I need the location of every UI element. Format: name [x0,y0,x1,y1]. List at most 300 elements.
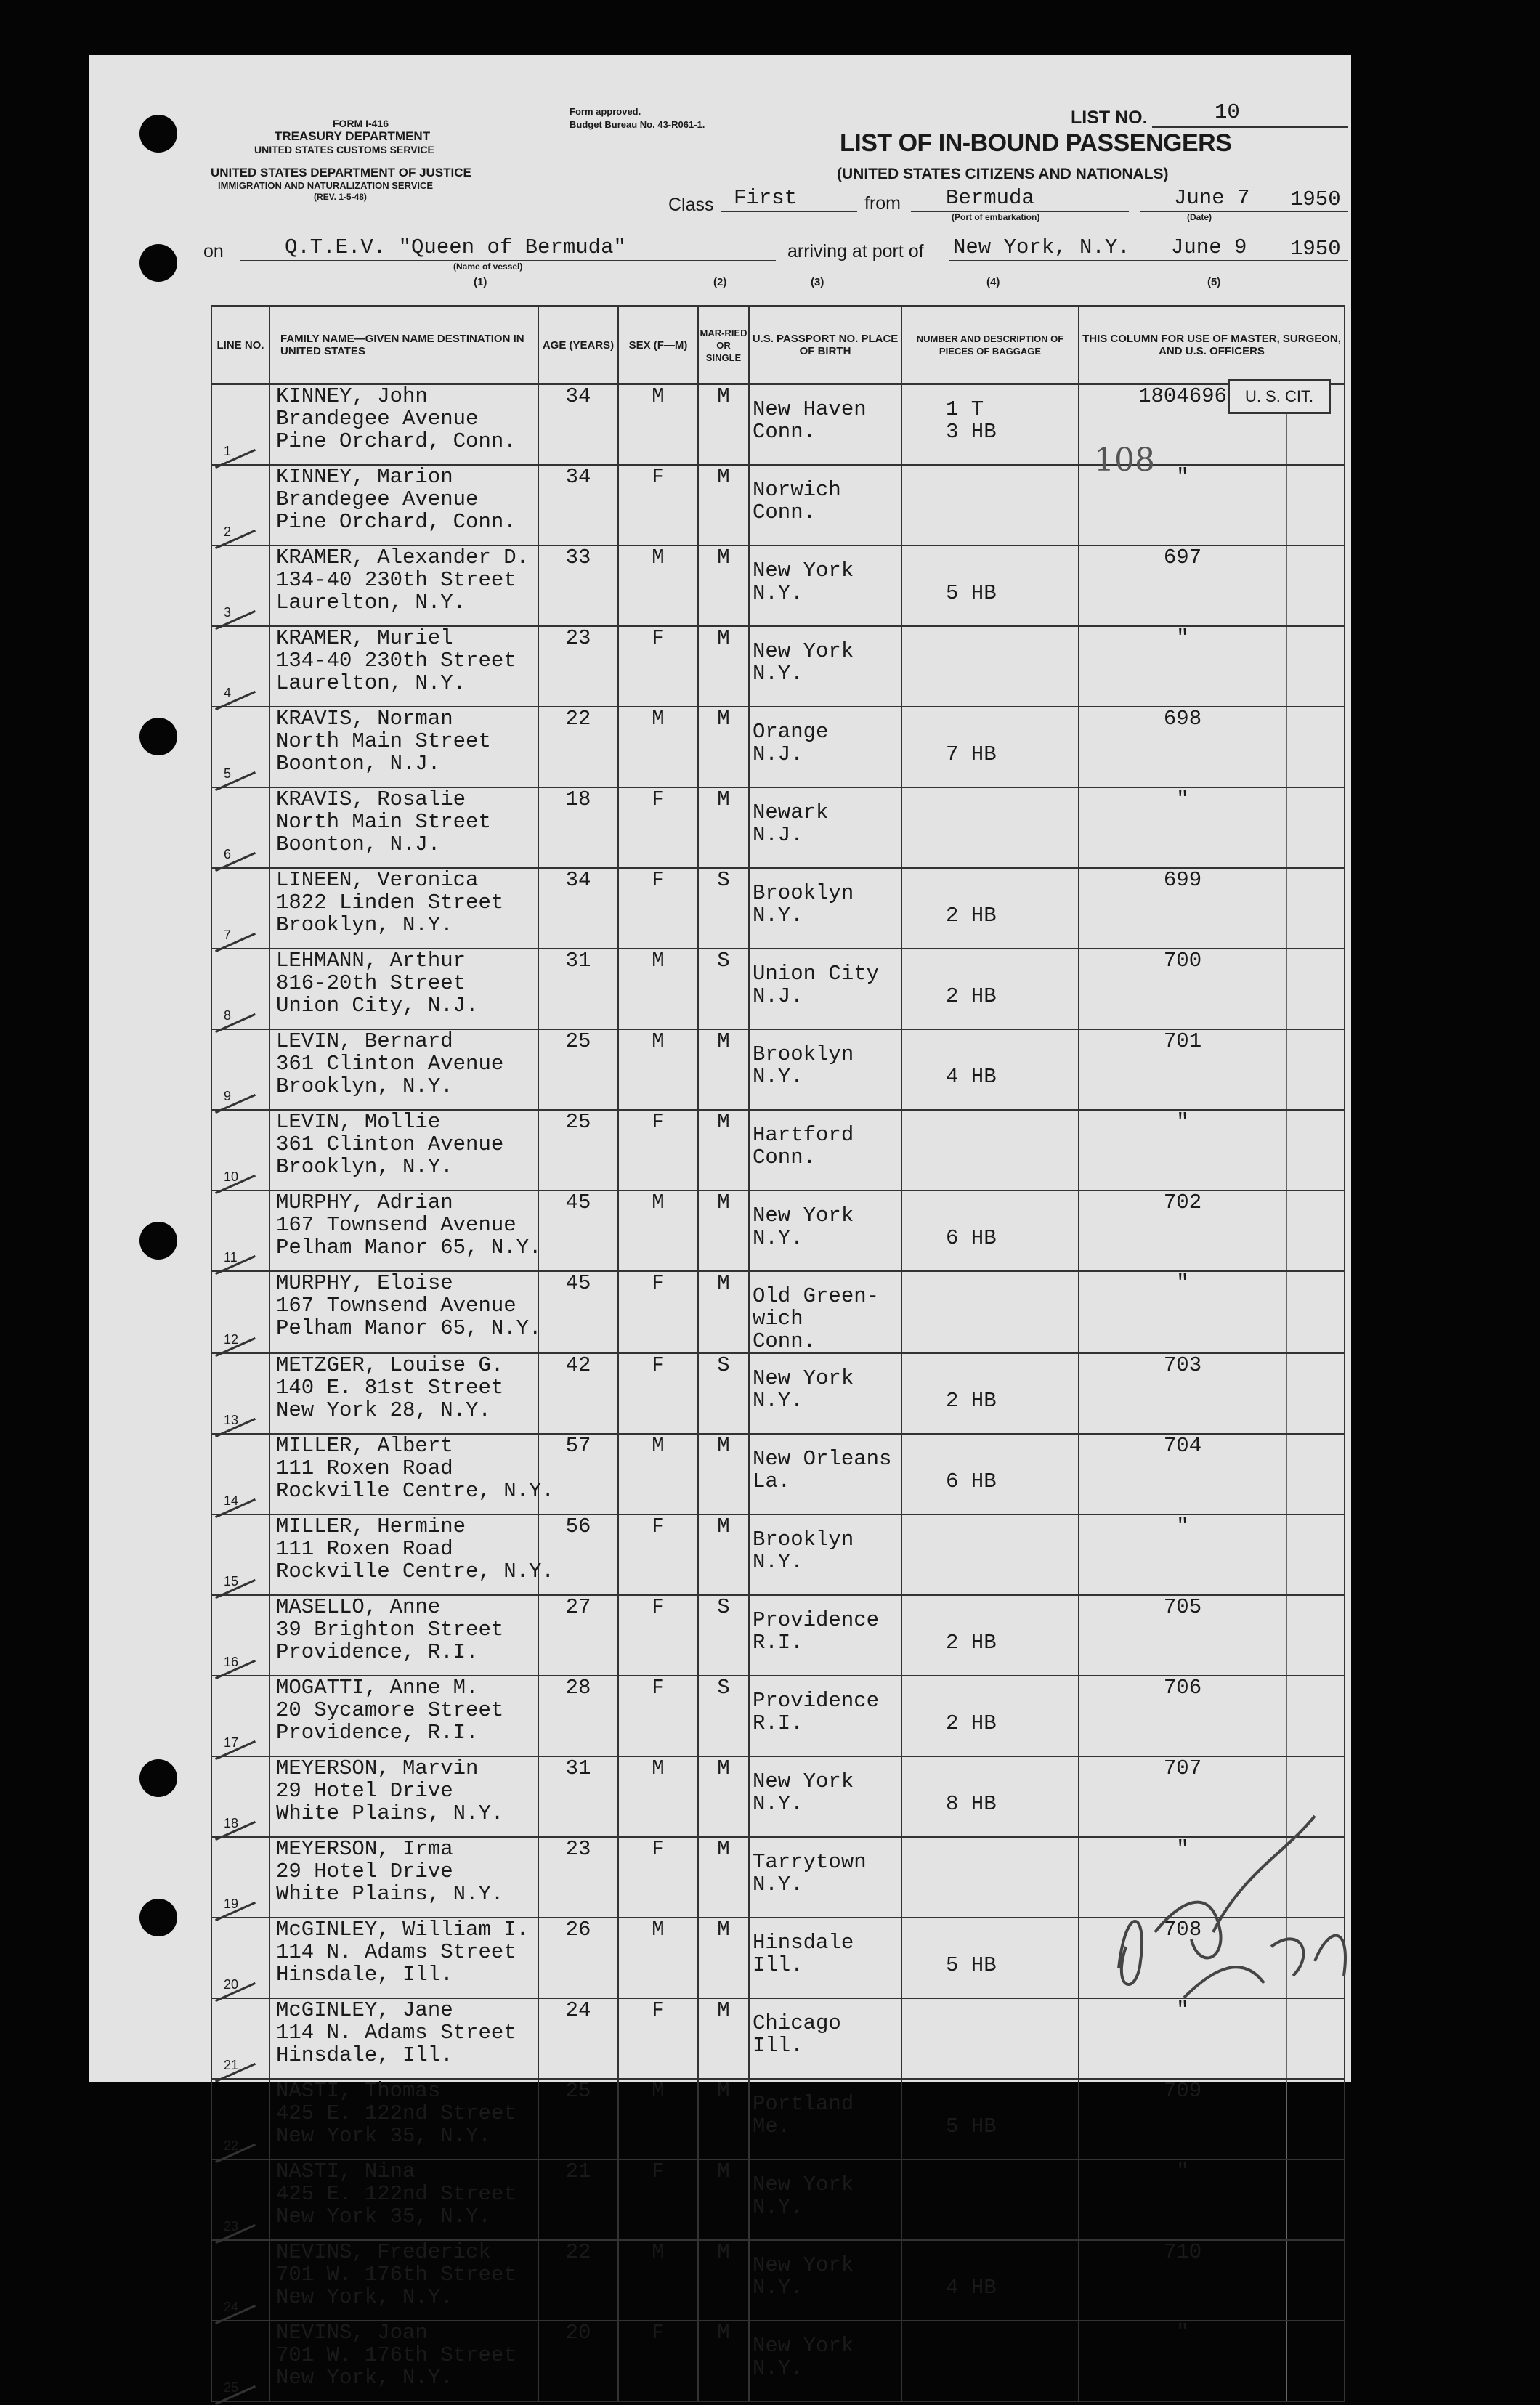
marital-cell: M [698,546,749,626]
birth-place-line2: R.I. [753,1631,803,1655]
port-caption: (Port of embarkation) [952,212,1040,222]
passenger-name: McGINLEY, William I. [276,1918,530,1942]
age-cell: 22 [538,2240,618,2321]
birth-place-line1: Old Green- [753,1284,880,1308]
line-number-cell [211,1595,270,1676]
address-city: New York, N.Y. [276,2285,453,2309]
birth-place-cell [749,384,901,466]
officer-entry: 708 [1163,1918,1202,1942]
address-city: Brooklyn, N.Y. [276,913,453,937]
address-city: New York 28, N.Y. [276,1398,491,1422]
baggage-cell [901,626,1079,707]
address-city: White Plains, N.Y. [276,1882,504,1906]
name-cell [270,1434,554,1514]
marital-cell: M [698,465,749,546]
baggage-cell [901,949,1079,1029]
baggage-line1 [902,801,1078,824]
justice-department: UNITED STATES DEPARTMENT OF JUSTICE [211,166,471,179]
binder-hole [139,718,177,755]
marital-cell: M [698,707,749,787]
line-number: 25 [224,2380,239,2395]
inner-rule [1286,1191,1287,1270]
baggage-cell [901,1676,1079,1756]
marital-cell: M [698,1191,749,1271]
col-header-baggage: NUMBER AND DESCRIPTION OF PIECES OF BAGGAGE [901,307,1079,384]
marital-cell: M [698,2079,749,2159]
inner-rule [1286,1354,1287,1433]
line-number-cell [211,1271,270,1353]
address-city: Pelham Manor 65, N.Y. [276,1236,542,1260]
passenger-name: NASTI, Nina [276,2159,416,2183]
list-no-line [1152,126,1348,128]
age-cell: 31 [538,949,618,1029]
table-row [211,546,1345,626]
baggage-line1 [902,1931,1078,1954]
marital-cell: M [698,626,749,707]
line-number: 7 [224,928,232,942]
officer-entry: " [1176,1271,1189,1295]
table-row [211,1595,1345,1676]
birth-place-line1: New York [753,1769,854,1793]
sex-cell: F [618,1353,698,1434]
line-number: 18 [224,1816,239,1830]
passenger-name: NEVINS, Joan [276,2321,428,2345]
line-number: 22 [224,2138,239,2153]
line-number-cell [211,2321,270,2401]
passenger-name: MILLER, Hermine [276,1514,466,1538]
name-cell [270,2321,538,2401]
date-caption: (Date) [1187,212,1212,222]
officer-cell [1079,1514,1345,1595]
sex-cell: F [618,2159,698,2240]
officer-entry: 709 [1163,2079,1202,2103]
sex-cell: M [618,2079,698,2159]
birth-place-line1: Portland [753,2092,854,2116]
baggage-cell [901,2321,1079,2401]
passenger-name: MURPHY, Eloise [276,1271,453,1295]
officer-entry: 710 [1163,2240,1202,2264]
birth-place-line2: N.Y. [753,1226,803,1250]
inner-rule [1286,707,1287,787]
col-header-married: MAR-RIED OR SINGLE [698,307,749,384]
birth-place-cell [749,1595,901,1676]
sex-cell: F [618,1998,698,2079]
inner-rule [1286,869,1287,948]
age-cell: 34 [538,384,618,466]
address-street: 361 Clinton Avenue [276,1132,504,1156]
address-city: Rockville Centre, N.Y. [276,1560,554,1583]
birth-place-line2: N.Y. [753,2356,803,2380]
birth-place-cell [749,2079,901,2159]
marital-cell: M [698,1029,749,1110]
birth-place-line2: N.Y. [753,581,803,605]
inner-rule [1286,1435,1287,1514]
baggage-line1 [902,479,1078,501]
on-label: on [203,241,224,261]
name-cell [270,1837,538,1918]
birth-place-line1: Orange [753,720,829,744]
line-number: 4 [224,686,232,700]
birth-place-line2: Conn. [753,500,816,524]
officer-cell [1079,1191,1345,1271]
name-cell [270,707,538,787]
binder-hole [139,244,177,282]
birth-place-line2: R.I. [753,1711,803,1735]
birth-place-line2: Conn. [753,420,816,444]
baggage-cell [901,1434,1079,1514]
baggage-line1 [902,2254,1078,2276]
baggage-cell [901,384,1079,466]
passenger-name: LEHMANN, Arthur [276,949,466,973]
baggage-line2: 2 HB [946,1389,997,1413]
sex-cell: M [618,949,698,1029]
baggage-line1 [902,882,1078,904]
baggage-cell [901,546,1079,626]
baggage-line2: 3 HB [946,420,997,444]
table-row [211,1434,1345,1514]
age-cell: 20 [538,2321,618,2401]
inner-rule [1286,2241,1287,2320]
birth-place-cell [749,2240,901,2321]
line-number: 5 [224,766,232,781]
name-cell [270,1595,538,1676]
baggage-line2: 8 HB [946,1792,997,1816]
name-cell [270,465,538,546]
age-cell: 34 [538,465,618,546]
birth-place-line2: N.J. [753,984,803,1008]
table-row [211,1353,1345,1434]
col-header-sex: SEX (F—M) [618,307,698,384]
officer-cell [1079,1595,1345,1676]
name-cell [270,1271,542,1353]
address-street: 701 W. 176th Street [276,2343,516,2367]
sex-cell: F [618,1271,698,1353]
marital-cell: M [698,2321,749,2401]
birth-place-cell [749,2159,901,2240]
treasury-department: TREASURY DEPARTMENT [275,129,431,143]
age-cell: 57 [538,1434,618,1514]
officer-cell [1079,2240,1345,2321]
line-number-cell [211,2079,270,2159]
birth-place-line1: New York [753,2334,854,2358]
name-cell [270,1998,538,2079]
line-number: 17 [224,1735,239,1750]
name-cell [270,384,538,466]
officer-entry: 707 [1163,1756,1202,1780]
birth-place-cell [749,546,901,626]
age-cell: 56 [538,1514,618,1595]
passenger-name: NEVINS, Frederick [276,2240,491,2264]
age-cell: 31 [538,1756,618,1837]
table-row [211,2321,1345,2401]
address-street: 1822 Linden Street [276,891,504,914]
officer-cell [1079,868,1345,949]
officer-cell [1079,1353,1345,1434]
birth-place-line2: N.Y. [753,1873,803,1897]
birth-place-line1: New York [753,639,854,663]
inner-rule [1286,1596,1287,1675]
sex-cell: F [618,1676,698,1756]
birth-place-line1: New York [753,2253,854,2277]
name-cell [270,868,538,949]
officer-entry: 701 [1163,1029,1202,1053]
name-cell [270,949,538,1029]
departure-year: 1950 [1290,187,1341,211]
passenger-name: NASTI, Thomas [276,2079,441,2103]
baggage-line1 [902,1851,1078,1873]
col-header-age: AGE (YEARS) [538,307,618,384]
sex-cell: F [618,1837,698,1918]
age-cell: 25 [538,1110,618,1191]
age-cell: 22 [538,707,618,787]
baggage-line2: 7 HB [946,742,997,766]
line-number-cell [211,626,270,707]
name-cell [270,1029,538,1110]
sex-cell: F [618,1110,698,1191]
baggage-cell [901,1756,1079,1837]
sex-cell: M [618,1918,698,1998]
table-row [211,626,1345,707]
marital-cell: M [698,2159,749,2240]
line-number: 9 [224,1089,232,1103]
marital-cell: M [698,384,749,466]
birth-place-line1: New York [753,2173,854,2197]
birth-place-line1: Brooklyn [753,1042,854,1066]
baggage-line1 [902,1204,1078,1227]
officer-entry: 703 [1163,1353,1202,1377]
birth-place-line1: New York [753,1366,854,1390]
passenger-name: LINEEN, Veronica [276,868,479,892]
baggage-line1 [902,1124,1078,1146]
marital-cell: M [698,1756,749,1837]
passenger-name: MURPHY, Adrian [276,1191,453,1214]
baggage-line1 [902,640,1078,662]
address-city: Rockville Centre, N.Y. [276,1479,554,1503]
address-street: 361 Clinton Avenue [276,1052,504,1076]
table-row [211,2079,1345,2159]
address-street: Brandegee Avenue [276,407,479,431]
birth-place-cell [749,787,901,868]
name-cell [270,1756,538,1837]
passenger-name: KRAVIS, Norman [276,707,453,731]
address-city: Hinsdale, Ill. [276,1963,453,1987]
col-num-4: (4) [986,276,1000,288]
officer-cell [1079,1271,1345,1353]
sex-cell: M [618,2240,698,2321]
address-city: Providence, R.I. [276,1721,479,1745]
sex-cell: M [618,1756,698,1837]
line-number: 23 [224,2219,239,2234]
vessel-name: Q.T.E.V. "Queen of Bermuda" [285,235,626,259]
birth-place-line2: N.Y. [753,904,803,928]
name-cell [270,1918,538,1998]
age-cell: 25 [538,1029,618,1110]
birth-place-line1: Hartford [753,1123,854,1147]
passenger-table [211,305,1345,2402]
age-cell: 25 [538,2079,618,2159]
officer-entry: " [1176,2159,1189,2183]
address-street: 111 Roxen Road [276,1456,453,1480]
line-number: 16 [224,1655,239,1669]
birth-place-line1: Providence [753,1689,880,1713]
officer-cell [1079,1110,1345,1191]
baggage-cell [901,868,1079,949]
address-street: North Main Street [276,729,491,753]
line-number: 19 [224,1897,239,1911]
binder-hole [139,115,177,153]
passenger-name: KINNEY, Marion [276,465,453,489]
list-no-label: LIST NO. [1071,108,1148,128]
birth-place-cell [749,1676,901,1756]
passenger-name: MOGATTI, Anne M. [276,1676,479,1700]
binder-hole [139,1899,177,1936]
inner-rule [1286,2160,1287,2239]
line-number: 21 [224,2058,239,2072]
baggage-cell [901,1514,1079,1595]
arrival-date: June 9 [1171,235,1247,259]
line-number: 15 [224,1574,239,1589]
baggage-cell [901,1918,1079,1998]
officer-cell [1079,1029,1345,1110]
age-cell: 24 [538,1998,618,2079]
passenger-name: LEVIN, Bernard [276,1029,453,1053]
line-number: 1 [224,444,232,458]
line-number-cell [211,2240,270,2321]
address-street: 114 N. Adams Street [276,1940,516,1964]
baggage-cell [901,1998,1079,2079]
birth-place-line1: New York [753,1204,854,1228]
baggage-line1 [902,2173,1078,2196]
age-cell: 18 [538,787,618,868]
inner-rule [1286,1272,1287,1352]
address-street: 425 E. 122nd Street [276,2101,516,2125]
col-num-2: (2) [713,276,727,288]
birth-place-line1: Union City [753,962,880,986]
table-row [211,1110,1345,1191]
officer-cell [1079,787,1345,868]
birth-place-cell [749,1837,901,1918]
address-street: 816-20th Street [276,971,466,995]
address-city: Providence, R.I. [276,1640,479,1664]
marital-cell: M [698,1434,749,1514]
address-street: 29 Hotel Drive [276,1859,453,1883]
birth-place-line2: La. [753,1469,791,1493]
sex-cell: M [618,1191,698,1271]
inner-rule [1286,1676,1287,1756]
us-citizen-stamp: U. S. CIT. [1228,379,1331,414]
line-number-cell [211,1110,270,1191]
address-city: Brooklyn, N.Y. [276,1155,453,1179]
officer-cell [1079,1676,1345,1756]
birth-place-line1: Providence [753,1608,880,1632]
birth-place-cell [749,1998,901,2079]
marital-cell: S [698,1353,749,1434]
baggage-line2: 6 HB [946,1226,997,1250]
arrival-line [949,260,1348,261]
vessel-caption: (Name of vessel) [453,261,523,272]
line-number: 3 [224,605,232,620]
address-street: 134-40 230th Street [276,649,516,673]
officer-cell [1079,2079,1345,2159]
baggage-line1 [902,559,1078,582]
birth-place-line2: N.Y. [753,2276,803,2300]
class-line [721,211,857,212]
birth-place-cell [749,465,901,546]
baggage-line2: 4 HB [946,1065,997,1089]
col-header-name: FAMILY NAME—GIVEN NAME DESTINATION IN UNITED STATES [270,307,538,384]
line-number-cell [211,1676,270,1756]
line-number: 14 [224,1493,239,1508]
marital-cell: M [698,1837,749,1918]
baggage-line1 [902,2093,1078,2115]
birth-place-line2: N.Y. [753,1065,803,1089]
birth-place-line1: New York [753,559,854,583]
baggage-cell [901,465,1079,546]
table-row [211,1676,1345,1756]
baggage-cell [901,1837,1079,1918]
address-street: 29 Hotel Drive [276,1779,453,1803]
col-header-passport: U.S. PASSPORT NO. PLACE OF BIRTH [749,307,901,384]
birth-place-line2: N.Y. [753,1389,803,1413]
address-city: New York, N.Y. [276,2366,453,2390]
officer-entry: " [1176,1514,1189,1538]
address-city: New York 35, N.Y. [276,2124,491,2148]
baggage-line1 [902,2012,1078,2035]
sex-cell: M [618,384,698,466]
baggage-cell [901,2240,1079,2321]
table-row [211,384,1345,466]
birth-place-line1: Chicago [753,2011,841,2035]
officer-entry: " [1176,465,1189,489]
form-title: LIST OF IN-BOUND PASSENGERS [840,129,1232,157]
inner-rule [1286,949,1287,1029]
marital-cell: M [698,1514,749,1595]
line-number: 11 [224,1250,238,1265]
address-street: 167 Townsend Avenue [276,1213,516,1237]
address-city: White Plains, N.Y. [276,1801,504,1825]
birth-place-line2: N.J. [753,742,803,766]
age-cell: 33 [538,546,618,626]
form-approved: Form approved. [570,106,641,117]
passenger-name: LEVIN, Mollie [276,1110,441,1134]
age-cell: 23 [538,626,618,707]
baggage-cell [901,1029,1079,1110]
officer-entry: " [1176,1998,1189,2022]
birth-place-line1: Tarrytown [753,1850,867,1874]
birth-place-cell [749,949,901,1029]
address-city: New York 35, N.Y. [276,2205,491,2228]
baggage-line1 [902,1043,1078,1066]
inner-rule [1286,546,1287,625]
officer-entry: " [1176,1110,1189,1134]
line-number-cell [211,1029,270,1110]
line-number-cell [211,868,270,949]
birth-place-line2: Ill. [753,2034,803,2058]
address-street: Brandegee Avenue [276,487,479,511]
officer-cell [1079,546,1345,626]
passenger-name: McGINLEY, Jane [276,1998,453,2022]
inner-rule [1286,1111,1287,1190]
sex-cell: M [618,1029,698,1110]
birth-place-cell [749,2321,901,2401]
table-row [211,2159,1345,2240]
name-cell [270,2079,538,2159]
binder-hole [139,1759,177,1797]
age-cell: 45 [538,1191,618,1271]
address-city: Hinsdale, Ill. [276,2043,453,2067]
address-city: Brooklyn, N.Y. [276,1074,453,1098]
birth-place-line1: New Orleans [753,1447,892,1471]
